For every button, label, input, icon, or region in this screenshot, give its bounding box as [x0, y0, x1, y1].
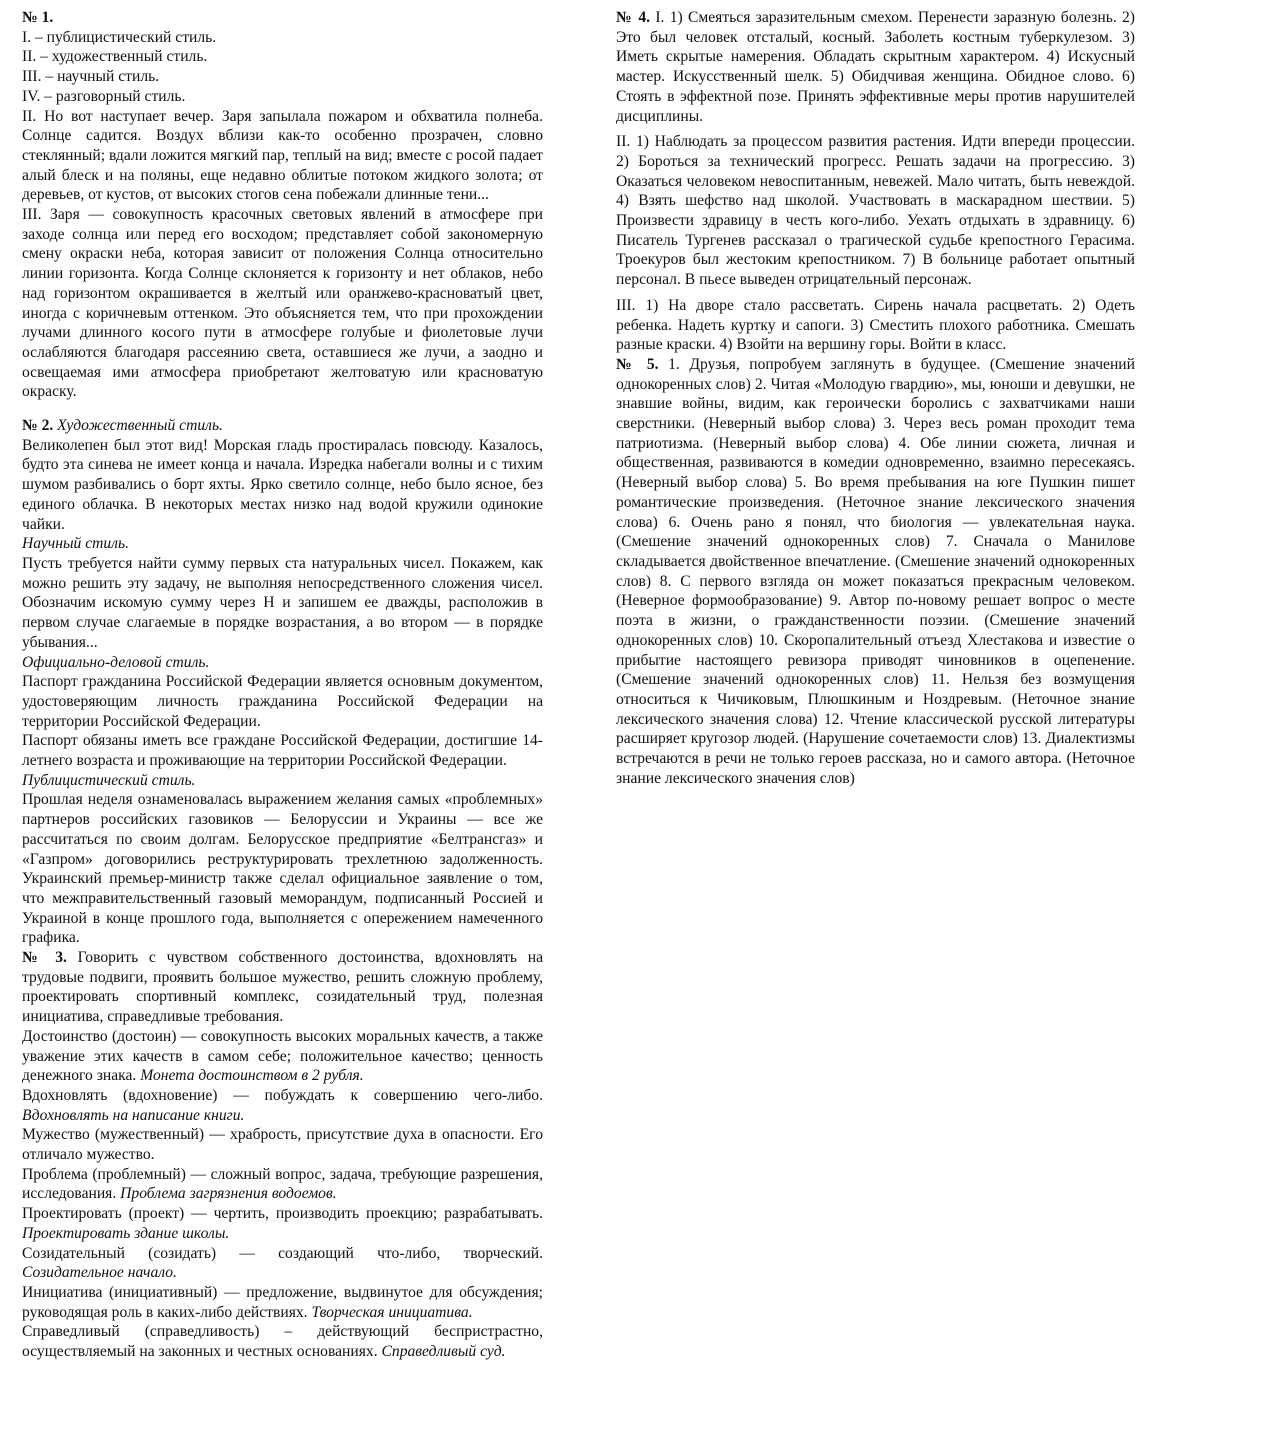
official-example-1: Паспорт гражданина Российской Федерации является основным документом, удостоверяющим личность гражданина Российской Федерации на территории Российской Федерации. [22, 673, 543, 730]
definition-item: Вдохновлять (вдохновение) — побуждать к совершению чего-либо. Вдохновлять на написание книги. [22, 1086, 543, 1124]
exercise-5-paragraph: № 5. 1. Друзья, попробуем заглянуть в будущее. (Смешение значений однокоренных слов) 2. Читая «Молодую гвардию», мы, юноши и девушки, не знавшие войны, видим, как героически боролись с захватчиками наши сверстники. (Неверный выбор слова) 3. Через весь роман проходит тема патриотизма. (Неверный выбор слова) 4. Обе линии сюжета, личная и общественная, развиваются в комедии одновременно, взаимно пересекаясь. (Неверный выбор слова) 5. Во время пребывания на юге Пушкин пишет романтические произведения. (Неточное знание лексического значения слова) 6. Очень рано я понял, что биология — увлекательная наука. (Смешение значений однокоренных слов) 7. Сначала о Манилове складывается двойственное впечатление. (Смешение значений однокоренных слов) 8. С первого взгляда он может показаться прекрасным человеком. (Неверное формообразование) 9. Автор по-новому решает вопрос о месте поэта в жизни, о гражданственности поэзии. (Смешение значений однокоренных слов) 10. Скоропалительный отъезд Хлестакова и известие о прибытие настоящего ревизора приводят чиновников в оцепенение. (Смешение значений однокоренных слов) 11. Нельзя без возмущения относиться к Чичиковым, Плюшкиным и Ноздревым. (Неточное знание лексического значения слова) 12. Чтение классической русской литературы расширяет кругозор людей. (Нарушение сочетаемости слов) 13. Диалектизмы встречаются в речи не только героев рассказа, но и самого автора. (Неточное знание лексического значения слов) [616, 355, 1135, 787]
artistic-example: Великолепен был этот вид! Морская гладь простиралась повсюду. Казалось, будто эта синева не имеет конца и начала. Изредка набегали волны и с тихим шумом разбивались о борт яхты. Ярко светило солнце, небо было ясное, без единого облачка. В некоторых местах низко над водой кружили одинокие чайки. [22, 436, 543, 533]
official-example-2: Паспорт обязаны иметь все граждане Российской Федерации, достигшие 14-летнего возраста и проживающие на территории Российской Федерации. [22, 732, 543, 770]
scientific-example: Пусть требуется найти сумму первых ста натуральных чисел. Покажем, как можно решить эту задачу, не выполняя непосредственного сложения чисел. Обозначим искомую сумму через Н и запишем ее дважды, расположив в первом случае слагаемые в порядке возрастания, а во втором — в порядке убывания... [22, 554, 543, 651]
artistic-text-paragraph: II. Но вот наступает вечер. Заря запылала пожаром и обхватила полнеба. Солнце садится. Воздух вблизи как-то особенно прозрачен, словно стеклянный; вдали ложится мягкий пар, теплый на вид; вместе с росой падает алый блеск и на поляны, еще недавно облитые потоком жидкого золота; от деревьев, от кустов, от высоких стогов сена побежали длинные тени... [22, 107, 543, 204]
exercise-4-part-3: III. 1) На дворе стало рассветать. Сирень начала расцветать. 2) Одеть ребенка. Надеть куртку и сапоги. 3) Сместить плохого работника. Смешать разные краски. 4) Взойти на вершину горы. Войти в класс. [616, 296, 1135, 354]
right-column [616, 8, 1135, 788]
exercise-1-heading: № 1. [22, 9, 54, 26]
style-label-scientific: Научный стиль. [22, 535, 129, 553]
definition-item: Инициатива (инициативный) — предложение, выдвинутое для обсуждения; руководящая роль в каких-либо действиях. Творческая инициатива. [22, 1284, 543, 1321]
definition-item: Проблема (проблемный) — сложный вопрос, задача, требующие разрешения, исследования. Проблема загрязнения водоемов. [22, 1165, 543, 1203]
definition-item: Мужество (мужественный) — храбрость, присутствие духа в опасности. Его отличало мужество. [22, 1126, 543, 1164]
left-column [22, 8, 543, 1362]
style-line-4: IV. – разговорный стиль. [22, 87, 186, 105]
style-line-3: III. – научный стиль. [22, 68, 160, 86]
scientific-text-paragraph: III. Заря — совокупность красочных световых явлений в атмосфере при заходе солнца или перед его восходом; представляет собой закономерную смену окраски неба, которая зависит от положения Солнца относительно линии горизонта. Когда Солнце склоняется к горизонту и нет облаков, небо над горизонтом окрашивается в желтый или оранжево-красноватый цвет, иногда с коричневым оттенком. Это объясняется тем, что при прохождении лучами длинного косого пути в атмосфере голубые и фиолетовые лучи ослабляются благодаря рассеянию света, оставшиеся же лучи, а заодно и освещаемая ими атмосфера приобретают желтоватую или красноватую окраску. [22, 206, 543, 401]
definition-item: Созидательный (созидать) — создающий что-либо, творческий. Созидательное начало. [22, 1244, 543, 1282]
exercise-5-heading: № 5. [616, 355, 659, 373]
style-label-official: Официально-деловой стиль. [22, 653, 210, 671]
journalistic-example: Прошлая неделя ознаменовалась выражением желания самых «проблемных» партнеров российских газовиков — Белоруссии и Украины — все же рассчитаться по своим долгам. Белорусское предприятие «Белтрансгаз» и «Газпром» договорились реструктурировать трехлетнюю задолженность. Украинский премьер-министр также сделал официальное заявление о том, что межправительственный газовый меморандум, подписанный Россией и Украиной в конце прошлого года, выполняется с опережением намеченного графика. [22, 791, 543, 947]
exercise-4-part-2: II. 1) Наблюдать за процессом развития растения. Идти впереди процессии. 2) Бороться за технический прогресс. Решать задачи на прогрессию. 3) Оказаться человеком невоспитанным, невежей. Мало читать, быть невеждой. 4) Взять шефство над школой. Участвовать в маскарадном шествии. 5) Произвести здравицу в честь кого-либо. Уехать отдыхать в здравницу. 6) Писатель Тургенев рассказал о трагической судьбе крепостного Герасима. Троекуров был жестоким крепостником. 7) В больнице работает опытный персонал. В пьесе выведен отрицательный персонаж. [616, 133, 1135, 289]
exercise-4-part-1: № 4. I. 1) Смеяться заразительным смехом. Перенести заразную болезнь. 2) Это был человек отсталый, косный. Заболеть костным туберкулезом. 3) Иметь скрытые намерения. Обладать скрытным характером. 4) Искусный мастер. Искусственный шелк. 5) Обидчивая женщина. Обидное слово. 6) Стоять в эффектной позе. Принять эффективные меры против нарушителей дисциплины. [616, 9, 1136, 125]
definition-item: Достоинство (достоин) — совокупность высоких моральных качеств, а также уважение этих качеств в самом себе; положительное качество; ценность денежного знака. Монета достоинством в 2 рубля. [22, 1027, 543, 1085]
definition-item: Справедливый (справедливость) – действующий беспристрастно, осуществляемый на законных и честных основаниях. Справедливый суд. [22, 1323, 543, 1361]
exercise-3-heading: № 3. [22, 949, 67, 967]
definition-item: Проектировать (проект) — чертить, производить проекцию; разрабатывать. Проектировать здание школы. [22, 1205, 543, 1242]
style-label-artistic: Художественный стиль. [57, 417, 223, 435]
style-line-1: I. – публицистический стиль. [22, 28, 217, 46]
style-line-2: II. – художественный стиль. [22, 48, 208, 66]
exercise-3-paragraph: № 3. Говорить с чувством собственного достоинства, вдохновлять на трудовые подвиги, проявить большое мужество, решить сложную проблему, проектировать спортивный комплекс, созидательный труд, полезная инициатива, справедливые требования. [22, 949, 543, 1026]
exercise-2-heading: № 2. Художественный стиль. [22, 417, 223, 435]
exercise-4-heading: № 4. [616, 9, 651, 26]
style-label-journalistic: Публицистический стиль. [22, 771, 196, 789]
